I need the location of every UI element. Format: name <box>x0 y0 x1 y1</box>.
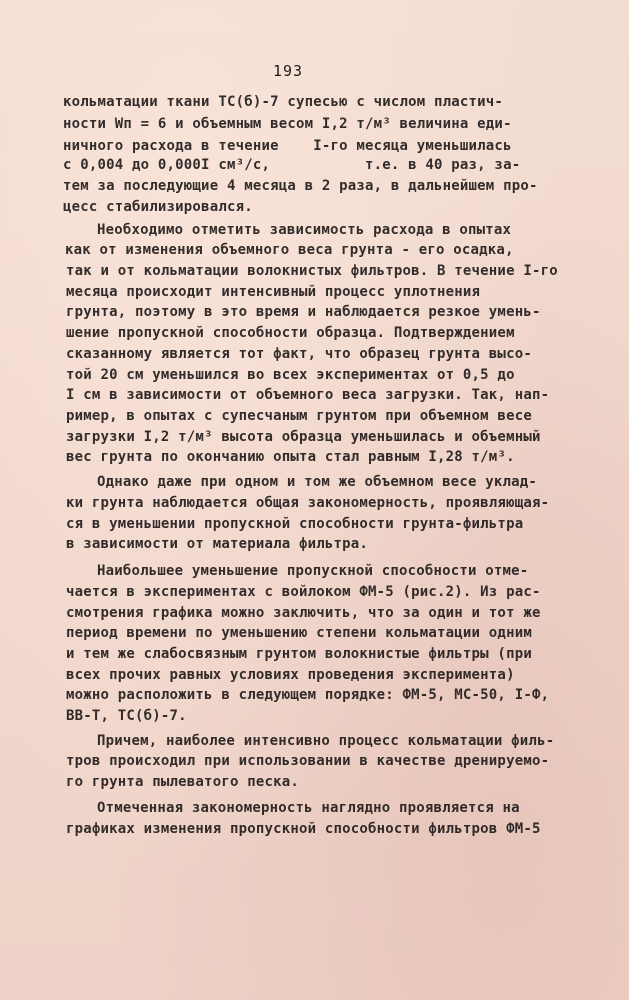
text-line: графиках изменения пропускной способности фильтров ФМ-5 <box>66 821 541 837</box>
text-line: в зависимости от материала фильтра. <box>66 536 369 552</box>
text-line: можно расположить в следующем порядке: ФМ-5, МС-50, I-Ф, <box>66 687 550 703</box>
text-line: грунта, поэтому в это время и наблюдается резкое умень- <box>66 304 541 320</box>
text-line: шение пропускной способности образца. Подтверждением <box>66 325 515 341</box>
text-line: ности Wп = 6 и объемным весом I,2 т/м³ величина еди- <box>63 116 512 132</box>
text-line: Однако даже при одном и том же объемном весе уклад- <box>97 474 538 490</box>
text-line: Причем, наиболее интенсивно процесс кольматации филь- <box>97 733 555 749</box>
text-line: период времени по уменьшению степени кольматации одним <box>66 625 532 641</box>
text-line: тров происходил при использовании в качестве дренируемо- <box>66 753 550 769</box>
text-line: как от изменения объемного веса грунта - его осадка, <box>65 242 514 258</box>
text-line: всех прочих равных условиях проведения эксперимента) <box>66 667 515 683</box>
text-line: Отмеченная закономерность наглядно проявляется на <box>97 800 520 816</box>
text-line: кольматации ткани ТС(б)-7 супесью с числом пластич- <box>63 94 504 110</box>
text-line: вес грунта по окончанию опыта стал равным I,28 т/м³. <box>66 449 515 465</box>
text-line: ничного расхода в течение I-го месяца уменьшилась <box>63 138 512 154</box>
text-line: Наибольшее уменьшение пропускной способности отме- <box>97 563 529 579</box>
page-number: 193 <box>273 62 304 80</box>
text-line: так и от кольматации волокнистых фильтров. В течение I-го <box>66 263 558 279</box>
text-line: той 20 см уменьшился во всех экспериментах от 0,5 до <box>66 367 515 383</box>
text-line: смотрения графика можно заключить, что за один и тот же <box>66 605 541 621</box>
text-line: сказанному является тот факт, что образец грунта высо- <box>66 346 532 362</box>
text-line: ВВ-Т, ТС(б)-7. <box>66 708 187 724</box>
text-line: месяца происходит интенсивный процесс уплотнения <box>66 284 481 300</box>
text-line: ся в уменьшении пропускной способности грунта-фильтра <box>66 516 524 532</box>
text-line: с 0,004 до 0,000I см³/с, т.е. в 40 раз, за- <box>63 157 521 173</box>
text-line: и тем же слабосвязным грунтом волокнистые фильтры (при <box>66 646 532 662</box>
text-line: I см в зависимости от объемного веса загрузки. Так, нап- <box>66 387 550 403</box>
text-line: го грунта пылеватого песка. <box>66 774 299 790</box>
text-line: чается в экспериментах с войлоком ФМ-5 (рис.2). Из рас- <box>66 584 541 600</box>
text-line: ример, в опытах с супесчаным грунтом при объемном весе <box>66 408 532 424</box>
text-line: цесс стабилизировался. <box>63 199 253 215</box>
text-line: ки грунта наблюдается общая закономерность, проявляющая- <box>66 495 550 511</box>
text-line: тем за последующие 4 месяца в 2 раза, в дальнейшем про- <box>63 178 538 194</box>
text-line: Необходимо отметить зависимость расхода в опытах <box>97 222 512 238</box>
text-line: загрузки I,2 т/м³ высота образца уменьшилась и объемный <box>66 429 541 445</box>
